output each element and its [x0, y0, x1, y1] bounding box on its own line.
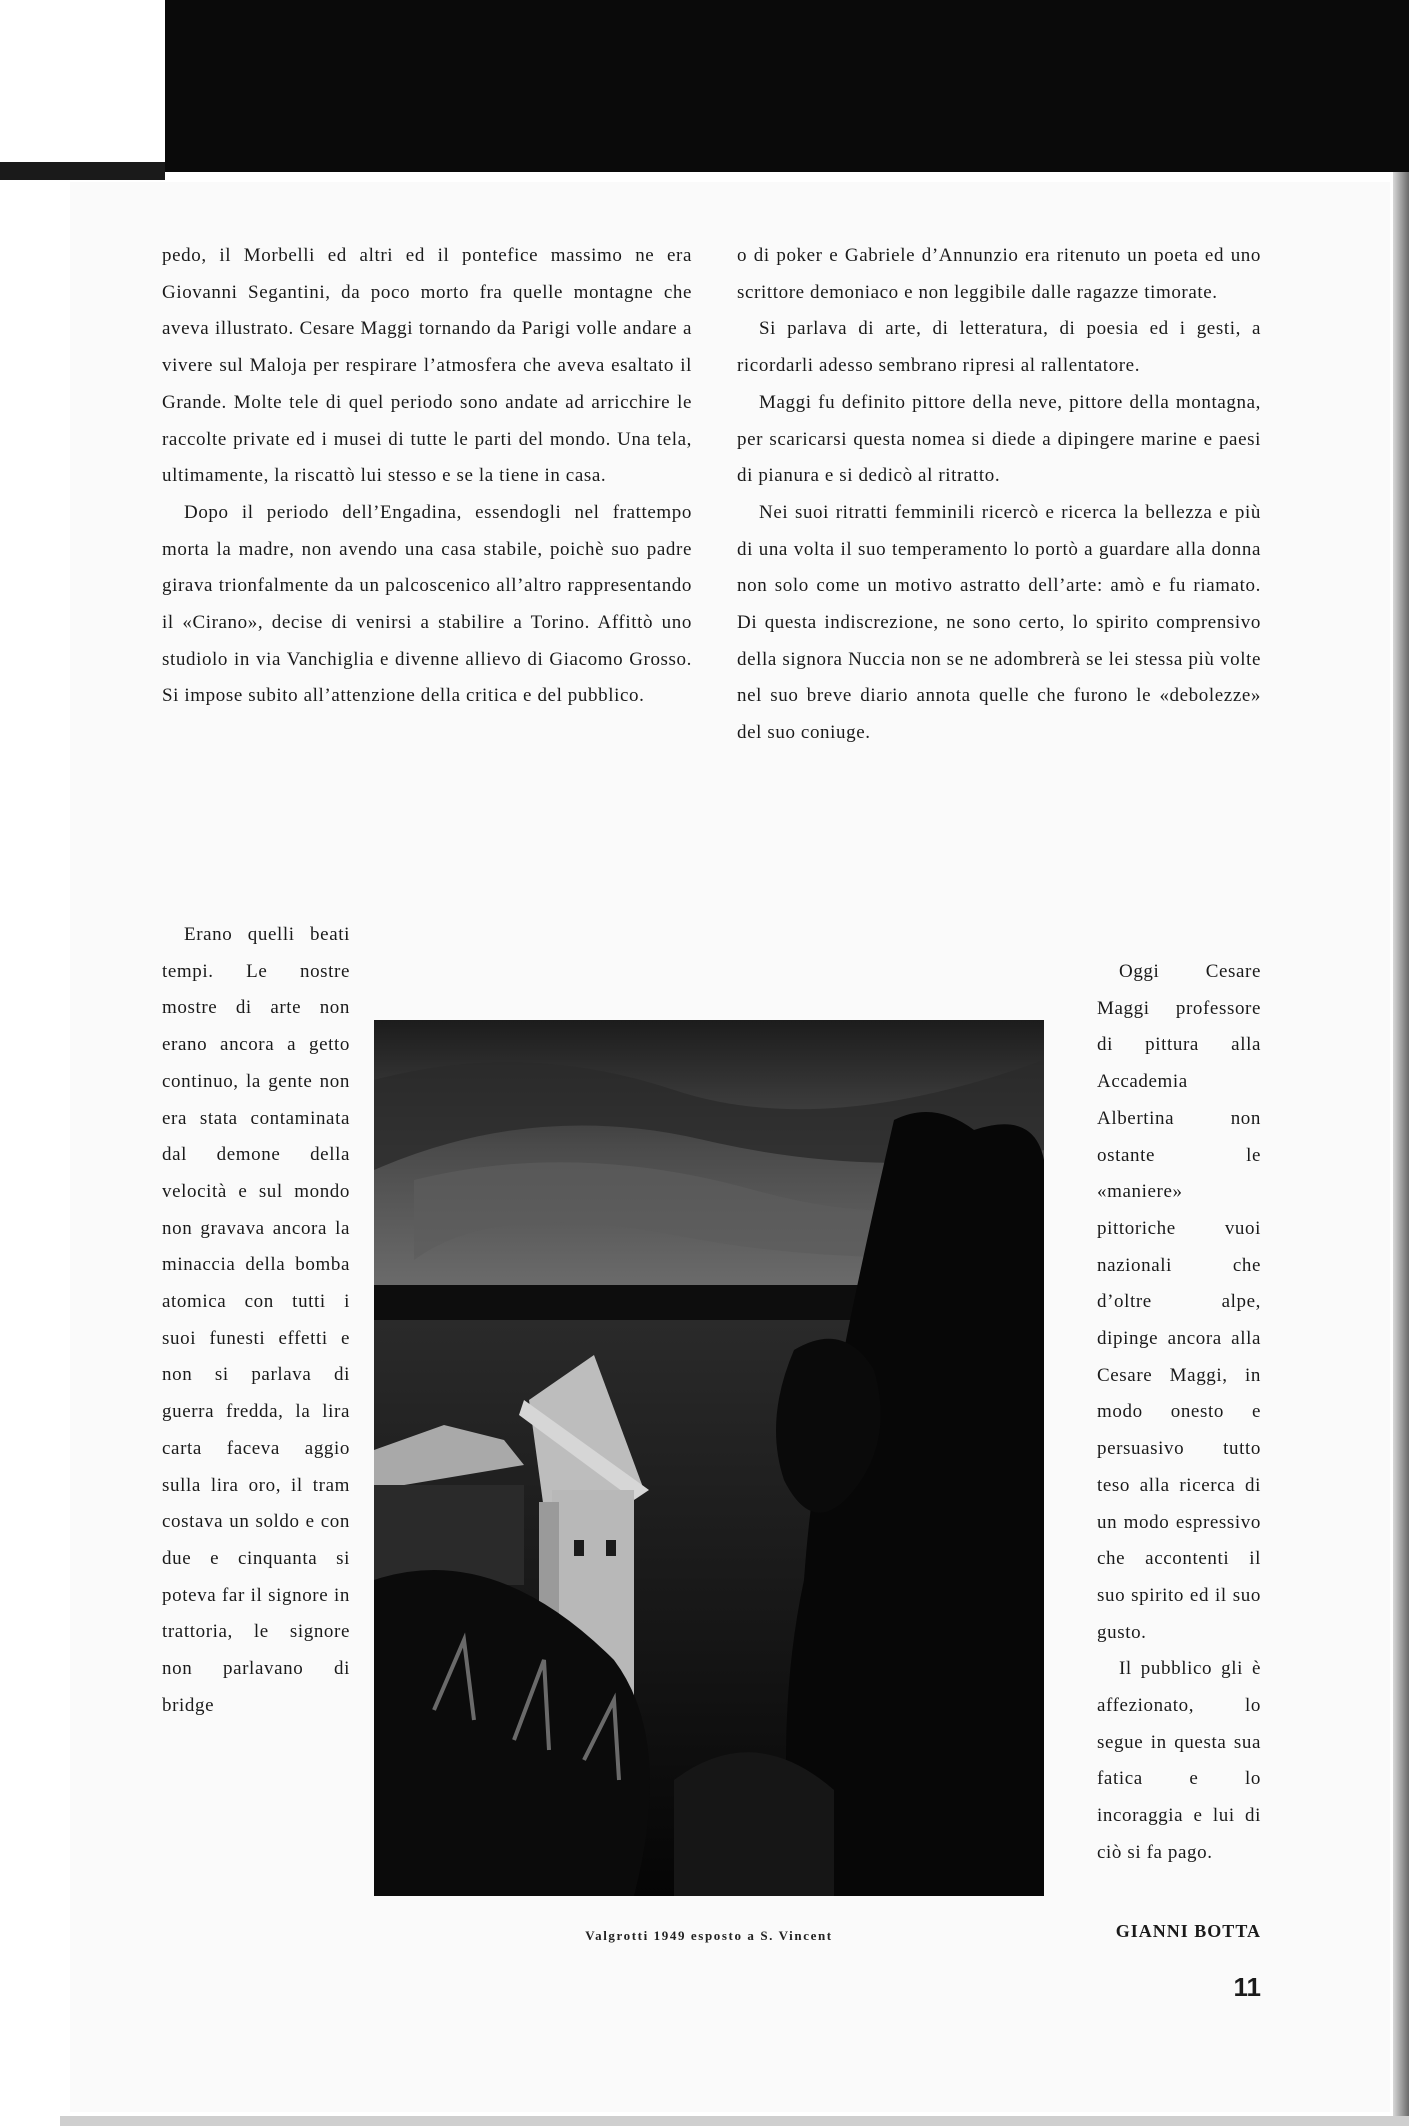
article-paragraph: Erano quelli beati tempi. Le nostre mostre di arte non erano ancora a getto continuo, la gente non era stata contaminata dal demone della velocità e sul mondo non gravava ancora la minaccia della bomba atomica con tutti i suoi funesti effetti e non si parlava di guerra fredda, la lira carta faceva aggio sulla lira oro, il tram costava un soldo e con due e cinquanta si poteva far il signore in trattoria, le signore non parlavano di bridge [162, 924, 350, 1716]
page-number: 11 [1233, 1972, 1261, 2002]
painting-photograph [374, 1020, 1044, 1896]
article-column-right-top [737, 238, 1261, 752]
article-paragraph: Maggi fu definito pittore della neve, pittore della montagna, per scaricarsi questa nomea si diede a dipingere marine e paesi di pianura e si dedicò al ritratto. [737, 391, 1261, 487]
article-paragraph: Dopo il periodo dell’Engadina, essendogli nel frattempo morta la madre, non avendo una casa stabile, poichè suo padre girava trionfalmente da un palcoscenico all’altro rappresentando il «Cirano», decise di venirsi a stabilire a Torino. Affittò uno studiolo in via Vanchiglia e divenne allievo di Giacomo Grosso. Si impose subito all’attenzione della critica e del pubblico. [162, 501, 692, 707]
scan-right-edge [1393, 172, 1409, 2126]
article-paragraph: Oggi Cesare Maggi professore di pittura alla Accademia Albertina non ostante le «maniere» pittoriche vuoi nazionali che d’oltre alpe, dipinge ancora alla Cesare Maggi, in modo onesto e persuasivo tutto teso alla ricerca di un modo espressivo che accontenti il suo spirito ed il suo gusto. [1097, 961, 1261, 1643]
photo-caption: Valgrotti 1949 esposto a S. Vincent [585, 1928, 833, 1943]
article-column-right-narrow [1097, 954, 1261, 1872]
article-column-left-narrow [162, 917, 350, 1724]
article-paragraph: Nei suoi ritratti femminili ricercò e ricerca la bellezza e più di una volta il suo temperamento lo portò a guardare alla donna non solo come un motivo astratto dell’arte: amò e fu riamato. Di questa indiscrezione, ne sono certo, lo spirito comprensivo della signora Nuccia non se ne adombrerà se lei stessa più volte nel suo breve diario annota quelle che furono le «debolezze» del suo coniuge. [737, 501, 1261, 744]
scan-top-border [165, 0, 1409, 172]
article-column-left-top [162, 238, 692, 715]
scan-edge-rule [0, 162, 165, 180]
article-paragraph: o di poker e Gabriele d’Annunzio era ritenuto un poeta ed uno scrittore demoniaco e non leggibile dalle ragazze timorate. [737, 245, 1261, 303]
scan-left-margin [0, 0, 165, 162]
painting-landscape-image [374, 1020, 1044, 1896]
scan-bottom-edge [60, 2116, 1409, 2126]
article-paragraph: Si parlava di arte, di letteratura, di poesia ed i gesti, a ricordarli adesso sembrano ripresi al rallentatore. [737, 318, 1261, 377]
article-paragraph: Il pubblico gli è affezionato, lo segue in questa sua fatica e lo incoraggia e lui di ciò si fa pago. [1097, 1658, 1261, 1863]
author-signature: GIANNI BOTTA [1115, 1921, 1261, 1941]
article-paragraph: pedo, il Morbelli ed altri ed il pontefice massimo ne era Giovanni Segantini, da poco morto fra quelle montagne che aveva illustrato. Cesare Maggi tornando da Parigi volle andare a vivere sul Maloja per respirare l’atmosfera che aveva esaltato il Grande. Molte tele di quel periodo sono andate ad arricchire le raccolte private ed i musei di tutte le parti del mondo. Una tela, ultimamente, la riscattò lui stesso e se la tiene in casa. [162, 245, 692, 487]
